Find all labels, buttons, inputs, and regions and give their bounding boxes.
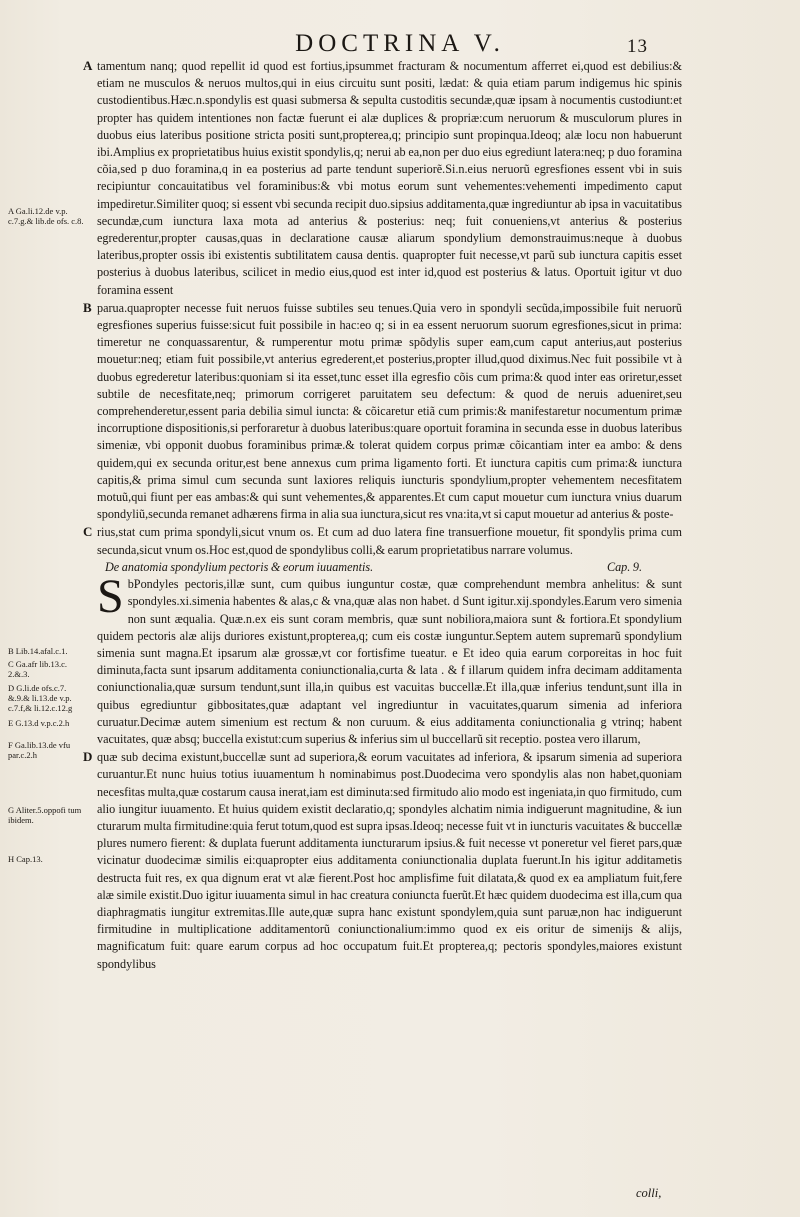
paragraph-text: quæ sub decima existunt,buccellæ sunt ad superiora,& eorum vacuitates ad inferiora, & ipsarum simenia ad superiora curuantur.Et nunc huius totius iuuamentum h nominabimus post.Duodecima vero spondylis alas non habet,quoniam necesfitas multa,quæ costarum causa inerat,iam est diminuta:sed firmitudo alio modo est ingeniata,in quo firmitudo, cum alio iungitur iuuamento. Et huius quidem existit declaratio,q; spondyles alchatim nimia indiguerunt magnitudine, & iun cturarum multa firmitudine:quia ferut totum,quod est supra ipsas.Ideoq; necesse fuit vt in iuncturis vacuitates & buccellæ plures numero fierent: & duplata fuerunt additamenta iuncturarum ipsius.& fuit necesse vt poneretur vel fieret pars,quæ vicinatur duodecimæ similis ei:quapropter eius additamenta coniunctionalia duplata fuerunt.In his igitur additametis destructa fuit res, ex qua dignum erat vt alæ fierent.Post hoc amplisfime fuit dilatata,& quod ex ea ampliatum fuit,fere alæ simile existit.Duo igitur iuuamenta simul in hac creatura coniuncta fuerũt.Et hæc quidem duodecima est illa,cum qua diaphragmatis iungitur extremitas.Ille aute,quæ supra hanc existunt spondylem,quia sunt paruæ,non hac indiguerunt firmitudine in multiplicatione additamentorũ coniunctionalium:immo quod ex eis oritur de simenijs & alijs, magnificatum fuit: quare earum corpus ad hoc occupatum fuit.Et propterea,q; pectoris spondyles,maiores existunt spondylibus bbox=[97, 750, 682, 971]
paragraph-text: bPondyles pectoris,illæ sunt, cum quibus iunguntur costæ, quæ comprehendunt membra anhelitus: & sunt spondyles.xi.simenia habentes & alas,c & vna,quæ alas non habet. d Sunt igitur.xij.spondyles.Earum vero simenia non sunt æqualia. Quæ.n.ex eis sunt coram membris, quæ sunt nobiliora,maiora sunt & fortiora.Et spondylium quidem pectoris alæ alijs duriores existunt,propterea,q; cum eis costæ iunguntur.Septem autem supremarũ spondylium simenia sunt magna.Et ipsarum alæ grossæ,vt cor fortisfime tueatur. e Et ideo quia earum corporeitas in hoc fuit diminuta,facta sunt ipsarum additamenta coniunctionalia,curta & lata . & f illarum quidem infra decimam additamenta coniunctionalia,quæ sursum tendunt,sunt illa,in quibus est vacuitas buccellæ.Et illa,quæ inferius tendunt,sunt illa in quibus egrediuntur gibbositates,quæ adaptant vel ingrediuntur in vacuitates,quarum simenia ad inferiora curuatur.Decimæ autem simenium est rectum & non curuum. & eius additamenta coniunctionalia g vtrinq; habent vacuitates, quæ absq; buccella existut:cum superius & inferius sim ul buccellarũ sit receptio. postea vero illarum, bbox=[97, 577, 682, 746]
margin-note-d: D G.li.de ofs.c.7. &.9.& li.13.de v.p. c.7.f,& li.12.c.12.g bbox=[8, 683, 73, 713]
section-marker: D bbox=[83, 749, 93, 765]
page-number: 13 bbox=[627, 36, 648, 57]
margin-note-b: B Lib.14.afal.c.1. bbox=[8, 646, 68, 656]
running-head: DOCTRINA V. bbox=[295, 30, 505, 57]
body-text bbox=[83, 57, 682, 973]
margin-note-f: F Ga.lib.13.de vfu par.c.2.h bbox=[8, 740, 71, 760]
paragraph-text: rius,stat cum prima spondyli,sicut vnum os. Et cum ad duo latera fine transuerfione mouetur, fit spondylis prima cum secunda,sicut vnum os.Hoc est,quod de spondylibus colli,& earum proprietatibus narrare volumus. bbox=[97, 525, 682, 557]
margin-note-e: E G.13.d v.p.c.2.h bbox=[8, 718, 70, 728]
margin-note-a: A Ga.li.12.de v.p. c.7.g.& lib.de ofs. c.8. bbox=[8, 206, 84, 226]
margin-note-c: C Ga.afr lib.13.c. 2.&.3. bbox=[8, 659, 68, 679]
paragraph-d bbox=[83, 748, 682, 973]
section-marker: A bbox=[83, 58, 93, 73]
margin-note-g: G Aliter.5.oppofi tum ibidem. bbox=[8, 805, 82, 825]
section-marker: B bbox=[83, 299, 92, 315]
chapter-paragraph bbox=[97, 570, 682, 748]
chapter-number: Cap. 9. bbox=[606, 559, 642, 574]
catchword: colli, bbox=[636, 1186, 662, 1200]
paragraph-a bbox=[83, 57, 682, 299]
section-marker: C bbox=[83, 524, 93, 540]
chapter-title: De anatomia spondylium pectoris & eorum iuuamentis. bbox=[105, 559, 374, 574]
paragraph-b bbox=[83, 299, 682, 524]
margin-note-h: H Cap.13. bbox=[8, 854, 43, 864]
chapter-heading bbox=[97, 559, 682, 576]
paragraph-text: parua.quapropter necesse fuit neruos fuisse subtiles seu tenues.Quia vero in spondyli secũda,impossibile fuit neruorũ egresfiones superius fuisse:sicut fuit possibile in hac:eo q; si in ea essent neruorum suorum egresfiones,sicut in prima: timeretur ne conquassarentur, & rumperentur motu primæ spõdylis super eam,cum caput anterius,aut posterius mouetur:neq; etiam fuit possibile,vt anterius egrederent,et posterius,propter illud,quod diximus.Nec fuit possibile vt à duobus egrederetur lateribus:quoniam si ita esset,tunc esset illa egresfio cõis cum prima:& quod inter eas oriretur,esset subtile de necesfitate,neq; primorum corrigeret paruitatem seu defectum: & quod de neruis adueniret,seu comprehenderetur,essent paria debilia simul iuncta: & cõicaretur etiã cum primis:& manifestaretur nocumentum primæ incorruptione dispositionis,si perforaretur à duobus lateribus:quare oportuit foramina in secunda esse in duobus lateribus simeniæ, vbi opponit duobus foraminibus primæ.& tolerat quidem corpus primæ cõicantiam inter ea ambo: & dens quidem,qui ex secunda oritur,est bene annexus cum prima ligamento forti. Et iunctura capitis cum prima:& iunctura capitis,& prima simul cum secunda sunt laxiores reliquis iuncturis spondylium,propter vehementem necesfitatem motuũ,qui fiunt per eas ambas:& qui sunt vehementes,& apparentes.Et cum caput mouetur cum iunctura vnius duarum spondyliũ,secunda remanet adhærens firma in alia sua iunctura,sicut res vna:ita,vt si caput mouetur ad anterius & poste- bbox=[97, 300, 682, 522]
drop-cap: S bbox=[97, 570, 124, 624]
paragraph-text: tamentum nanq; quod repellit id quod est fortius,ipsummet fracturam & nocumentum afferret ei,quod est debilius:& etiam ne musculos & neruos multos,qui in eius circuitu sunt positi, lædat: & quia etiam parum indigemus hic spinis custodientibus.Hæc.n.spondylis est quasi submersa & sepulta custoditis secundæ,quæ ipsam à nocumentis custodiunt:et propter has quidem intentiones non factæ fuerunt ei alæ duplices & propriæ:cum neruorum & musculorum plures in duobus eius lateribus positione stricta positi sunt,propterea,q; principio sunt propinqua.Ideoq; alæ locu non habuerunt ibi.Amplius ex proprietatibus huius existit spondylis,q; nerui ab ea,non per duo eius egrediunt latera:neq; p duo foramina cõia,sed p duo foramina,q in ea posterius ad parte tendunt superiorẽ.Si.n.eius neruorũ egresfiones essent vbi in suis recipiuntur concauitatibus vel foraminibus:& vbi motus eorum sunt vehementes:vehementi impedimento caput impediretur.Similiter quoq; si essent vbi secunda recipit duo.sipsius additamenta,quæ ingrediuntur ab ipsa in vacuitatibus secundæ,cum iunctura laxa mota ad anterius & posterius: neq; fuit conueniens,vt anterius & posterius egrederentur,propter causas,quas in declaratione causæ aliarum spondylium demonstrauimus:neque à duobus lateribus,propter ossis ibi existentis subtilitatem causa dentis. quapropter fuit necesse,vt parũ sub iunctura capitis esset posterius à duobus lateribus, scilicet in medio eius,quod est inter id,quod est posterius & latus. Oportuit igitur vt duo foramina essent bbox=[97, 59, 682, 297]
paragraph-c bbox=[83, 523, 682, 558]
